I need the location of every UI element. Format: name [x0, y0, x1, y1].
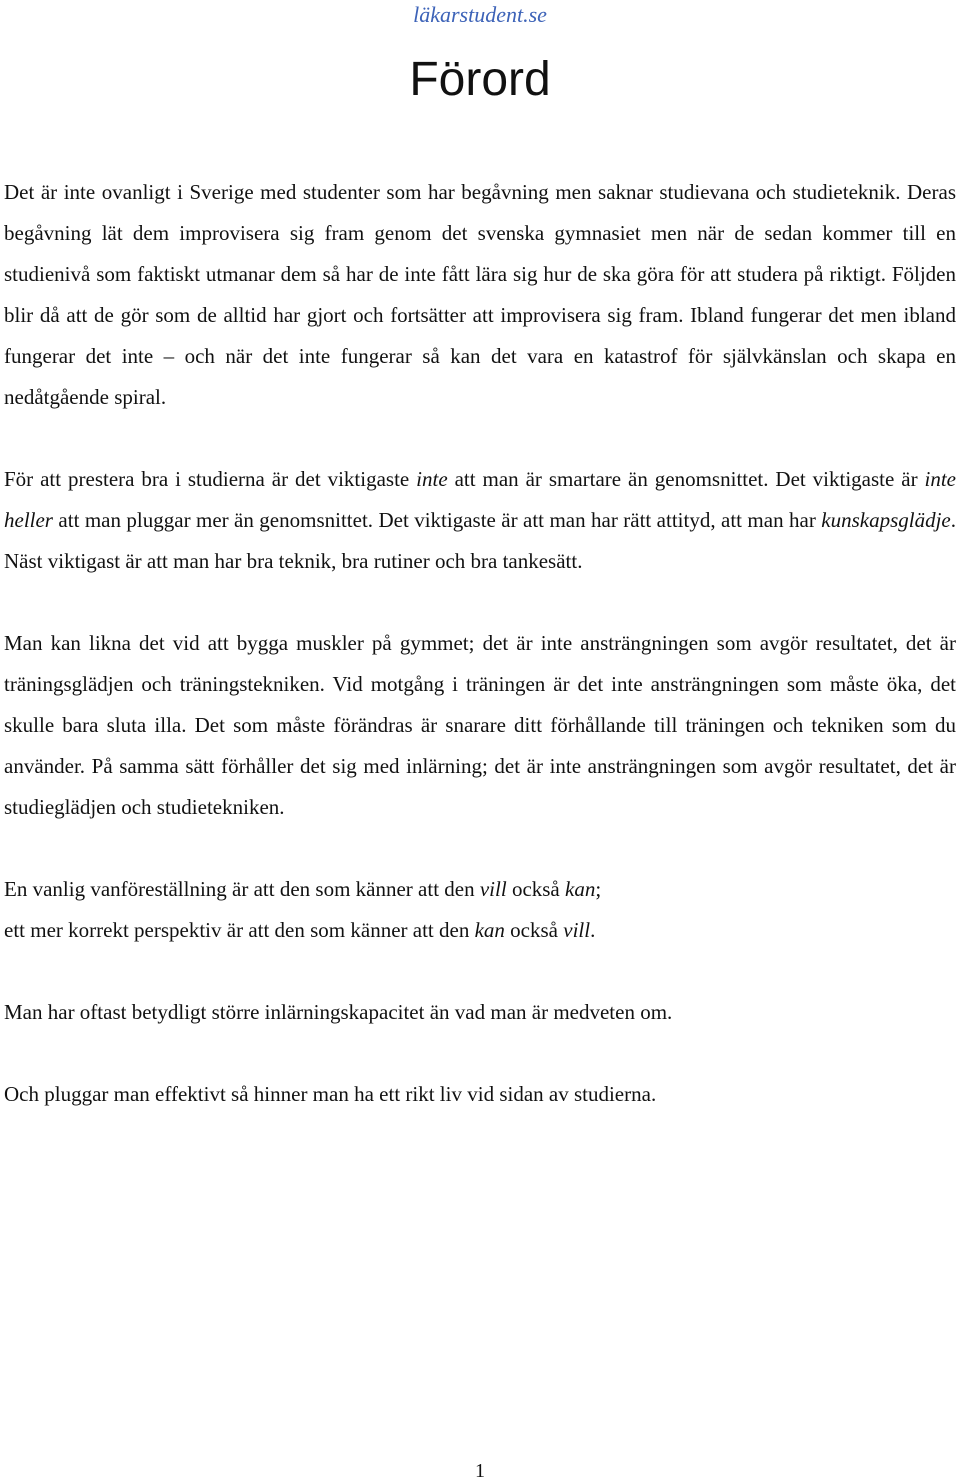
paragraph-4-line-2 — [4, 910, 956, 951]
paragraph-4-line-2-text-b: också — [504, 918, 564, 942]
paragraph-4-line-1-emphasis-1: vill — [479, 877, 507, 901]
paragraph-2-text-b: att man är smartare än genomsnittet. Det viktigaste är — [447, 467, 925, 491]
paragraph-2-emphasis-1: inte — [416, 467, 448, 491]
body-text — [4, 172, 956, 1115]
paragraph-2-text-c: att man pluggar mer än genomsnittet. Det viktigaste är att man har rätt attityd, att man har — [52, 508, 822, 532]
page-title: Förord — [409, 53, 551, 106]
paragraph-4-line-1-text-b: också — [506, 877, 566, 901]
paragraph-4-line-2-emphasis-2: vill — [563, 918, 591, 942]
paragraph-4 — [4, 869, 956, 951]
paragraph-4-line-2-emphasis-1: kan — [474, 918, 505, 942]
paragraph-2-emphasis-3: kunskapsglädje — [821, 508, 951, 532]
paragraph-4-line-2-text-a: ett mer korrekt perspektiv är att den som känner att den — [4, 918, 475, 942]
paragraph-4-line-1-text-a: En vanlig vanföreställning är att den som känner att den — [4, 877, 480, 901]
paragraph-4-line-1 — [4, 869, 956, 910]
paragraph-6: Och pluggar man effektivt så hinner man ha ett rikt liv vid sidan av studierna. — [4, 1082, 657, 1106]
paragraph-2-text-a: För att prestera bra i studierna är det viktigaste — [4, 467, 417, 491]
paragraph-4-line-1-text-c: ; — [595, 877, 602, 901]
paragraph-5: Man har oftast betydligt större inlärningskapacitet än vad man är medveten om. — [4, 1000, 673, 1024]
site-name: läkarstudent.se — [413, 2, 547, 27]
paragraph-2-emphasis-2: inte heller — [4, 467, 956, 532]
paragraph-4-line-2-text-c: . — [590, 918, 596, 942]
paragraph-1: Det är inte ovanligt i Sverige med studenter som har begåvning men saknar studievana och studieteknik. Deras begåvning lät dem improvisera sig fram genom det svenska gymnasiet men när de sedan kommer till en studienivå som faktiskt utmanar dem så har de inte fått lära sig hur de ska göra för att studera på riktigt. Följden blir då att de gör som de alltid har gjort och fortsätter att improvisera sig fram. Ibland fungerar det men ibland fungerar det inte – och när det inte fungerar så kan det vara en katastrof för självkänslan och skapa en nedåtgående spiral. — [4, 180, 956, 409]
paragraph-4-line-1-emphasis-2: kan — [565, 877, 596, 901]
paragraph-2 — [4, 459, 956, 582]
paragraph-3: Man kan likna det vid att bygga muskler på gymmet; det är inte ansträngningen som avgör resultatet, det är träningsglädjen och träningstekniken. Vid motgång i träningen är det inte ansträngningen som måste öka, det skulle bara sluta illa. Det som måste förändras är snarare ditt förhållande till träningen och tekniken som du använder. På samma sätt förhåller det sig med inlärning; det är inte ansträngningen som avgör resultatet, det är studieglädjen och studietekniken. — [4, 631, 956, 819]
page-number: 1 — [475, 1460, 485, 1482]
paragraph-2-text-d: . Näst viktigast är att man har bra teknik, bra rutiner och bra tankesätt. — [4, 508, 956, 573]
